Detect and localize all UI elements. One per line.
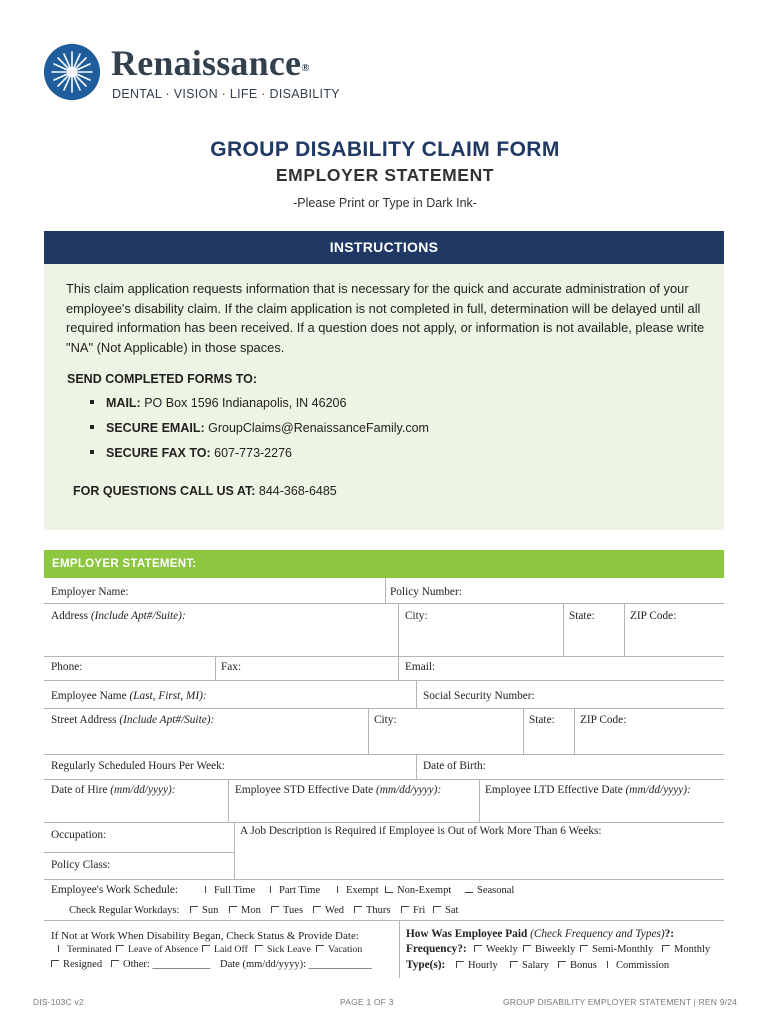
form-subtitle: EMPLOYER STATEMENT (275, 165, 495, 185)
send-heading: SEND COMPLETED FORMS TO: (67, 372, 258, 386)
checkbox-icon (433, 906, 441, 913)
state-label: State: (569, 610, 595, 622)
employer-statement-heading: EMPLOYER STATEMENT: (44, 550, 724, 578)
schedule-non-exempt[interactable]: Non-Exempt (385, 885, 451, 896)
form-title: GROUP DISABILITY CLAIM FORM (210, 138, 560, 161)
ltd-date-label: Employee LTD Effective Date (mm/dd/yyyy): (485, 784, 691, 796)
checkbox-icon (255, 945, 263, 952)
checkbox-icon (607, 961, 612, 968)
email-line: SECURE EMAIL: GroupClaims@RenaissanceFamily.com (90, 421, 429, 435)
policy-class-label: Policy Class: (51, 859, 111, 871)
employee-name-label: Employee Name (Last, First, MI): (51, 690, 207, 702)
workday-tues[interactable]: Tues (271, 905, 303, 916)
email-label: Email: (405, 661, 436, 673)
checkbox-icon (271, 906, 279, 913)
checkbox-icon (116, 945, 124, 952)
workday-sun[interactable]: Sun (190, 905, 218, 916)
checkbox-icon (385, 886, 393, 893)
checkbox-icon (337, 886, 342, 893)
checkbox-icon (58, 945, 63, 952)
job-description-label: A Job Description is Required if Employee is Out of Work More Than 6 Weeks: (240, 825, 602, 837)
hours-label: Regularly Scheduled Hours Per Week: (51, 760, 225, 772)
checkbox-icon (354, 906, 362, 913)
status-other[interactable]: Other: ___________ (111, 959, 210, 970)
checkbox-icon (111, 960, 119, 967)
std-date-label: Employee STD Effective Date (mm/dd/yyyy): (235, 784, 442, 796)
workday-thurs[interactable]: Thurs (354, 905, 391, 916)
address-label: Address (Include Apt#/Suite): (51, 610, 186, 622)
checkbox-icon (456, 961, 464, 968)
frequency-semi-monthly[interactable]: Semi-Monthly (580, 944, 653, 955)
street-address-label: Street Address (Include Apt#/Suite): (51, 714, 215, 726)
mail-line: MAIL: PO Box 1596 Indianapolis, IN 46206 (90, 396, 346, 410)
workday-mon[interactable]: Mon (229, 905, 261, 916)
types-label: Type(s): (406, 959, 446, 971)
checkbox-icon (51, 960, 59, 967)
hire-date-label: Date of Hire (mm/dd/yyyy): (51, 784, 176, 796)
checkbox-icon (662, 945, 670, 952)
dob-label: Date of Birth: (423, 760, 486, 772)
ssn-label: Social Security Number: (423, 690, 535, 702)
checkbox-icon (474, 945, 482, 952)
checkbox-icon (270, 886, 275, 893)
frequency-biweekly[interactable]: Biweekly (523, 944, 575, 955)
type-salary[interactable]: Salary (510, 960, 549, 971)
questions-line: FOR QUESTIONS CALL US AT: 844-368-6485 (73, 484, 337, 498)
brand-tagline: DENTAL · VISION · LIFE · DISABILITY (112, 87, 340, 101)
zip-label: ZIP Code: (630, 610, 677, 622)
frequency-monthly[interactable]: Monthly (662, 944, 710, 955)
checkbox-icon (510, 961, 518, 968)
status-leave[interactable]: Leave of Absence (116, 944, 198, 955)
print-note: -Please Print or Type in Dark Ink- (293, 196, 477, 210)
workdays-label: Check Regular Workdays: (69, 905, 180, 916)
work-schedule-label: Employee's Work Schedule: (51, 884, 179, 896)
schedule-seasonal[interactable]: Seasonal (465, 885, 514, 896)
schedule-exempt[interactable]: Exempt (337, 885, 379, 896)
phone-label: Phone: (51, 661, 83, 673)
checkbox-icon (558, 961, 566, 968)
checkbox-icon (313, 906, 321, 913)
checkbox-icon (523, 945, 531, 952)
frequency-weekly[interactable]: Weekly (474, 944, 518, 955)
form-code: DIS-103C v2 (33, 997, 84, 1007)
checkbox-icon (316, 945, 324, 952)
fax-line: SECURE FAX TO: 607-773-2276 (90, 446, 292, 460)
how-paid-label: How Was Employee Paid (Check Frequency and Types)?: (406, 928, 675, 940)
status-vacation[interactable]: Vacation (316, 944, 362, 955)
zip2-label: ZIP Code: (580, 714, 627, 726)
status-laid-off[interactable]: Laid Off (202, 944, 248, 955)
checkbox-icon (202, 945, 210, 952)
email-link[interactable]: GroupClaims@RenaissanceFamily.com (208, 421, 429, 435)
schedule-full-time[interactable]: Full Time (205, 885, 255, 896)
workday-fri[interactable]: Fri (401, 905, 425, 916)
schedule-part-time[interactable]: Part Time (270, 885, 320, 896)
instructions-heading: INSTRUCTIONS (44, 231, 724, 264)
brand-name: Renaissance® (111, 43, 310, 83)
instructions-text: This claim application requests information that is necessary for the quick and accurate administration of your employee's disability claim. If the claim application is not completed in full, determination will be delayed until all required information has been received. If a question does not apply, or information is not available, please write "NA" (Not Applicable) in those spaces. (66, 281, 705, 355)
checkbox-icon (205, 886, 210, 893)
page-number: PAGE 1 OF 3 (340, 997, 394, 1007)
type-hourly[interactable]: Hourly (456, 960, 498, 971)
policy-number-label: Policy Number: (390, 586, 462, 598)
sunburst-logo-icon (44, 44, 100, 100)
fax-label: Fax: (221, 661, 242, 673)
state2-label: State: (529, 714, 555, 726)
city-label: City: (405, 610, 428, 622)
workday-sat[interactable]: Sat (433, 905, 458, 916)
city2-label: City: (374, 714, 397, 726)
checkbox-icon (465, 886, 473, 893)
frequency-label: Frequency?: (406, 943, 467, 955)
checkbox-icon (229, 906, 237, 913)
checkbox-icon (401, 906, 409, 913)
employer-name-label: Employer Name: (51, 586, 129, 598)
type-bonus[interactable]: Bonus (558, 960, 597, 971)
status-date[interactable]: Date (mm/dd/yyyy): ____________ (220, 959, 372, 970)
status-terminated[interactable]: Terminated (58, 944, 111, 955)
workday-wed[interactable]: Wed (313, 905, 344, 916)
status-sick-leave[interactable]: Sick Leave (255, 944, 311, 955)
document-name: GROUP DISABILITY EMPLOYER STATEMENT | REN 9/24 (503, 997, 738, 1007)
status-resigned[interactable]: Resigned (51, 959, 102, 970)
type-commission[interactable]: Commission (607, 960, 669, 971)
occupation-label: Occupation: (51, 829, 107, 841)
checkbox-icon (580, 945, 588, 952)
checkbox-icon (190, 906, 198, 913)
not-at-work-label: If Not at Work When Disability Began, Check Status & Provide Date: (51, 930, 359, 942)
